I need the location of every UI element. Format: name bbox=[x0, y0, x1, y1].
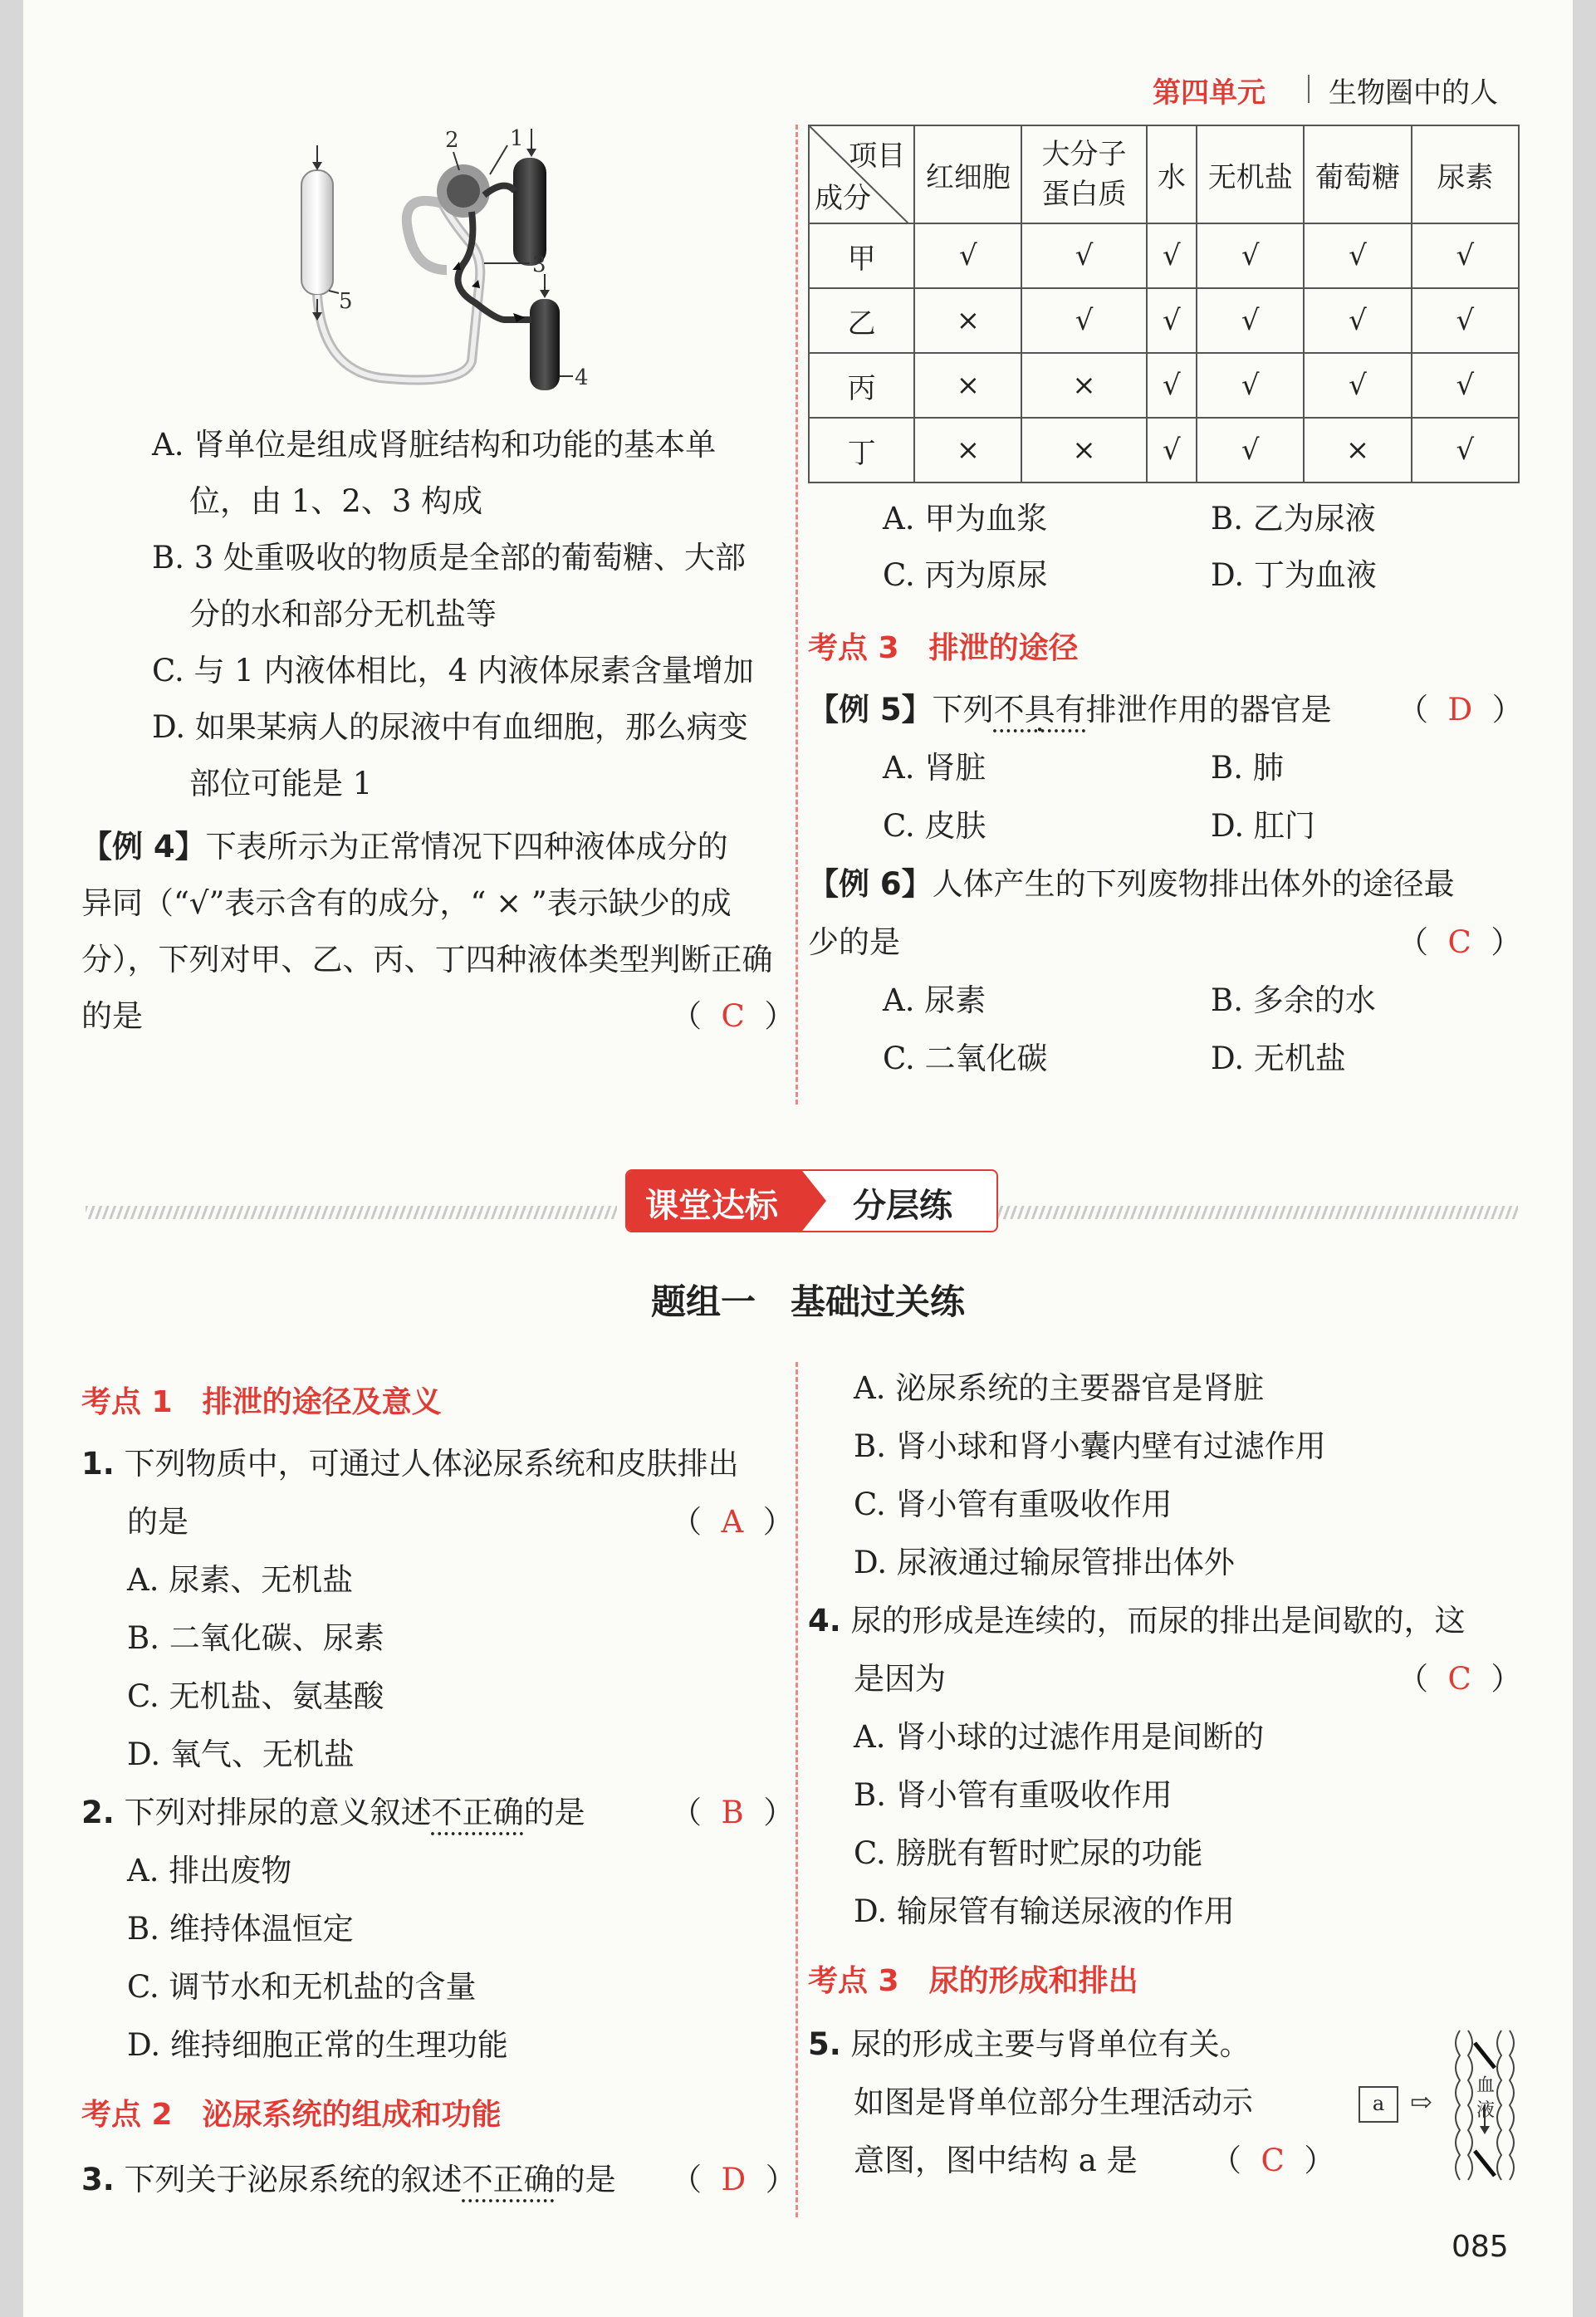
svg-text:血: 血 bbox=[1476, 2075, 1496, 2096]
ex4-option-b: B. 乙为尿液 bbox=[1211, 501, 1376, 536]
q4-line2: 是因为 bbox=[854, 1661, 946, 1697]
column-divider-bottom bbox=[796, 1362, 798, 2217]
table-row: 甲 √ √ √ √ √ √ bbox=[809, 223, 1519, 288]
q5-line3: 意图，图中结构 a 是 bbox=[854, 2143, 1138, 2178]
figure-label-4: 4 bbox=[575, 365, 589, 390]
svg-text:液: 液 bbox=[1476, 2100, 1496, 2121]
q3-option-c: C. 与 1 内液体相比，4 内液体尿素含量增加 bbox=[152, 653, 754, 688]
corner-bottom: 成分 bbox=[815, 182, 871, 215]
q2-option-b: B. 维持体温恒定 bbox=[127, 1911, 354, 1947]
q3-option-b-line2: 分的水和部分无机盐等 bbox=[189, 596, 497, 632]
col-header: 无机盐 bbox=[1197, 125, 1304, 223]
ex5-option-d: D. 肛门 bbox=[1211, 808, 1315, 844]
example-6-label: 【例 6】 bbox=[808, 866, 933, 902]
q5-answer: （ C ） bbox=[1211, 2143, 1335, 2178]
kaodian-3b-title: 考点 3 尿的形成和排出 bbox=[808, 1964, 1138, 1998]
q3-option-c-b: C. 肾小管有重吸收作用 bbox=[854, 1487, 1173, 1522]
ex5-option-a: A. 肾脏 bbox=[883, 750, 986, 786]
q4-answer: （ C ） bbox=[1398, 1661, 1522, 1697]
figure-label-1: 1 bbox=[510, 126, 524, 151]
column-divider-top bbox=[796, 125, 798, 1105]
page bbox=[23, 0, 1573, 2317]
page-number: 085 bbox=[1452, 2230, 1509, 2264]
q4-option-d: D. 输尿管有输送尿液的作用 bbox=[854, 1893, 1235, 1929]
ex6-option-b: B. 多余的水 bbox=[1211, 982, 1376, 1018]
structure-a-box: a bbox=[1359, 2086, 1398, 2123]
example-6-line1: 【例 6】人体产生的下列废物排出体外的途径最 bbox=[808, 866, 1455, 902]
banner-stripe-left bbox=[86, 1206, 617, 1219]
q5-figure bbox=[1335, 2026, 1526, 2192]
ex5-option-b: B. 肺 bbox=[1211, 750, 1284, 786]
banner-left-text: 课堂达标 bbox=[645, 1187, 778, 1225]
q5-line2: 如图是肾单位部分生理活动示 bbox=[854, 2084, 1253, 2120]
example-4-line4: 的是 bbox=[81, 998, 143, 1034]
ex6-option-a: A. 尿素 bbox=[883, 982, 986, 1018]
example-5: 【例 5】下列不具有排泄作用的器官是 bbox=[808, 692, 1332, 727]
example-5-answer: （ D ） bbox=[1398, 692, 1523, 727]
q1-option-c: C. 无机盐、氨基酸 bbox=[127, 1678, 384, 1714]
kaodian-3-title: 考点 3 排泄的途径 bbox=[808, 631, 1079, 665]
header-title: 生物圈中的人 bbox=[1329, 76, 1498, 110]
example-4-line1: 【例 4】下表所示为正常情况下四种液体成分的 bbox=[81, 829, 728, 865]
table-row: 丙 × × √ √ √ √ bbox=[809, 353, 1519, 418]
ex5-option-c: C. 皮肤 bbox=[883, 808, 986, 844]
col-header: 红细胞 bbox=[914, 125, 1021, 223]
example-4-line2: 异同（“√”表示含有的成分，“ × ”表示缺少的成 bbox=[81, 885, 732, 921]
kaodian-2-title: 考点 2 泌尿系统的组成和功能 bbox=[81, 2098, 502, 2132]
ex4-option-a: A. 甲为血浆 bbox=[883, 501, 1048, 536]
q3-option-a-line2: 位，由 1、2、3 构成 bbox=[189, 483, 483, 519]
q1-option-d: D. 氧气、无机盐 bbox=[127, 1737, 355, 1772]
arrow-icon: ⇨ bbox=[1410, 2086, 1432, 2118]
figure-label-5: 5 bbox=[339, 289, 353, 314]
figure-label-3: 3 bbox=[532, 252, 546, 277]
figure-label-2: 2 bbox=[445, 128, 459, 153]
banner-stripe-right bbox=[986, 1206, 1518, 1219]
q3-line: 3. 下列关于泌尿系统的叙述不正确的是 bbox=[81, 2162, 616, 2197]
group-title: 题组一 基础过关练 bbox=[650, 1281, 965, 1322]
example-5-label: 【例 5】 bbox=[808, 692, 933, 727]
header-divider bbox=[1308, 75, 1310, 103]
q4-option-c: C. 膀胱有暂时贮尿的功能 bbox=[854, 1835, 1203, 1871]
q2-option-a: A. 排出废物 bbox=[127, 1853, 292, 1888]
ex4-option-d: D. 丁为血液 bbox=[1211, 557, 1377, 593]
table-corner bbox=[809, 125, 914, 223]
q1-line1: 1. 下列物质中，可通过人体泌尿系统和皮肤排出 bbox=[81, 1446, 739, 1482]
table-row: 丁 × × √ √ × √ bbox=[809, 418, 1519, 483]
q3-answer: （ D ） bbox=[671, 2162, 796, 2197]
fluid-composition-table bbox=[808, 125, 1520, 483]
ex6-option-d: D. 无机盐 bbox=[1211, 1041, 1346, 1076]
q3-option-d-b: D. 尿液通过输尿管排出体外 bbox=[854, 1545, 1235, 1580]
q5-line1: 5. 尿的形成主要与肾单位有关。 bbox=[808, 2026, 1251, 2062]
banner-right-text: 分层练 bbox=[853, 1187, 952, 1225]
col-header: 大分子 蛋白质 bbox=[1021, 125, 1146, 223]
q4-line1: 4. 尿的形成是连续的，而尿的排出是间歇的，这 bbox=[808, 1603, 1466, 1639]
table-row: 乙 × √ √ √ √ √ bbox=[809, 288, 1519, 353]
q2-option-c: C. 调节水和无机盐的含量 bbox=[127, 1969, 477, 2005]
q1-line2: 的是 bbox=[127, 1504, 188, 1540]
q4-option-b: B. 肾小管有重吸收作用 bbox=[854, 1777, 1173, 1813]
ex6-option-c: C. 二氧化碳 bbox=[883, 1041, 1048, 1076]
q3-option-d-line2: 部位可能是 1 bbox=[189, 766, 373, 801]
example-4-answer: （ C ） bbox=[671, 998, 796, 1034]
nephron-figure bbox=[272, 112, 621, 403]
q2-answer: （ B ） bbox=[671, 1795, 795, 1830]
col-header: 尿素 bbox=[1412, 125, 1519, 223]
col-header: 水 bbox=[1147, 125, 1197, 223]
ex4-option-c: C. 丙为原尿 bbox=[883, 557, 1048, 593]
unit-label: 第四单元 bbox=[1153, 76, 1266, 110]
q3-option-b-line1: B. 3 处重吸收的物质是全部的葡萄糖、大部 bbox=[152, 540, 747, 576]
kaodian-1-title: 考点 1 排泄的途径及意义 bbox=[81, 1385, 442, 1419]
q4-option-a: A. 肾小球的过滤作用是间断的 bbox=[854, 1719, 1265, 1755]
q3-option-b-b: B. 肾小球和肾小囊内壁有过滤作用 bbox=[854, 1428, 1326, 1464]
q3-option-a-b: A. 泌尿系统的主要器官是肾脏 bbox=[854, 1370, 1265, 1406]
q1-option-b: B. 二氧化碳、尿素 bbox=[127, 1620, 384, 1656]
col-header: 葡萄糖 bbox=[1304, 125, 1411, 223]
q3-option-d-line1: D. 如果某病人的尿液中有血细胞，那么病变 bbox=[152, 709, 748, 745]
example-6-answer: （ C ） bbox=[1398, 924, 1522, 960]
example-4-line3: 分），下列对甲、乙、丙、丁四种液体类型判断正确 bbox=[81, 942, 773, 977]
corner-top: 项目 bbox=[849, 140, 906, 173]
q2-line: 2. 下列对排尿的意义叙述不正确的是 bbox=[81, 1795, 585, 1830]
section-banner bbox=[625, 1169, 998, 1232]
example-6-line2: 少的是 bbox=[808, 924, 900, 960]
q1-option-a: A. 尿素、无机盐 bbox=[127, 1562, 354, 1598]
example-4-label: 【例 4】 bbox=[81, 829, 206, 865]
q1-answer: （ A ） bbox=[671, 1504, 794, 1540]
q2-option-d: D. 维持细胞正常的生理功能 bbox=[127, 2027, 508, 2063]
q3-option-a-line1: A. 肾单位是组成肾脏结构和功能的基本单 bbox=[152, 427, 717, 463]
